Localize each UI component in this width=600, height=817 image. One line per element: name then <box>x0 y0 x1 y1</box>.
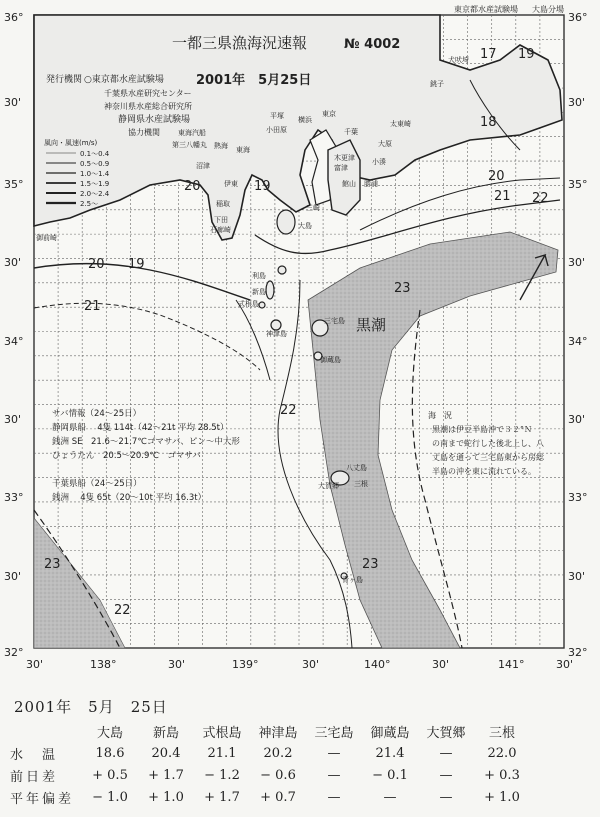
svg-text:21: 21 <box>84 299 101 314</box>
table-cell: — <box>327 767 341 783</box>
svg-text:サバ情報（24〜25日）: サバ情報（24〜25日） <box>52 409 142 419</box>
svg-text:下田: 下田 <box>214 216 228 224</box>
island-niijima <box>266 281 274 299</box>
table-header-row <box>10 720 530 742</box>
svg-text:23: 23 <box>362 557 379 572</box>
lat-label: 35° <box>568 178 588 191</box>
svg-text:22: 22 <box>532 191 549 206</box>
coop-tokai: 東海汽船 <box>178 129 206 137</box>
lat-label: 30' <box>4 96 22 109</box>
island-oshima <box>277 210 295 234</box>
svg-text:沼津: 沼津 <box>196 162 210 170</box>
svg-text:黒潮は伊豆半島沖で３２°Ｎ: 黒潮は伊豆半島沖で３２°Ｎ <box>432 425 532 434</box>
svg-text:御前崎: 御前崎 <box>36 234 57 242</box>
org-chiba: 千葉県水産研究センター <box>104 89 192 98</box>
svg-text:19: 19 <box>254 179 271 194</box>
svg-text:18: 18 <box>480 115 497 130</box>
table-cell: + 1.7 <box>204 789 240 805</box>
lon-label: 139° <box>232 658 259 671</box>
svg-text:館山: 館山 <box>342 180 356 188</box>
lat-label: 30' <box>568 256 586 269</box>
svg-text:三根: 三根 <box>354 480 368 488</box>
cooperation-label: 協力機関 <box>128 128 160 137</box>
table-row <box>10 742 530 764</box>
svg-text:小田原: 小田原 <box>266 126 287 134</box>
table-cell: − 0.6 <box>260 767 296 783</box>
svg-text:静岡県船 4隻 114t（42〜21t 平均 28.5t）: 静岡県船 4隻 114t（42〜21t 平均 28.5t） <box>52 423 229 433</box>
issue-number: № 4002 <box>344 37 401 52</box>
row-label: 平年偏差 <box>10 791 75 807</box>
svg-text:御蔵島: 御蔵島 <box>320 356 341 364</box>
island-shikine <box>259 302 265 308</box>
svg-text:20: 20 <box>488 169 505 184</box>
lat-label: 33° <box>4 491 24 504</box>
water-temperature-table <box>0 690 600 817</box>
row-label: 前日差 <box>10 769 59 785</box>
svg-text:三宅島: 三宅島 <box>324 317 345 325</box>
svg-text:千葉県船（24〜25日）: 千葉県船（24〜25日） <box>52 479 142 489</box>
table-cell: 21.1 <box>207 745 237 761</box>
lat-label: 30' <box>568 413 586 426</box>
table-cell: 18.6 <box>95 745 125 761</box>
lat-labels-left <box>4 11 24 659</box>
svg-text:23: 23 <box>44 557 61 572</box>
temp-table <box>10 720 530 808</box>
corner-org: 東京都水産試験場 <box>454 5 518 14</box>
publisher-main: ○東京都水産試験場 <box>84 75 164 85</box>
svg-text:の南まで蛇行した後北上し、八: の南まで蛇行した後北上し、八 <box>432 439 544 448</box>
lat-label: 34° <box>568 335 588 348</box>
svg-text:海 況: 海 況 <box>428 411 452 420</box>
svg-text:22: 22 <box>280 403 297 418</box>
column-header: 大賀郷 <box>426 725 466 741</box>
table-cell: — <box>439 745 453 761</box>
coop-vessel: 第三八幡丸 <box>172 141 207 149</box>
table-cell: + 1.7 <box>148 767 184 783</box>
column-header: 三根 <box>488 725 515 741</box>
table-row <box>10 764 530 786</box>
lat-labels-right <box>568 11 588 659</box>
legend-label: 2.0〜2.4 <box>80 190 110 198</box>
table-cell: 20.2 <box>263 745 293 761</box>
table-cell: + 0.7 <box>260 789 296 805</box>
table-date: 2001年 5月 25日 <box>14 698 168 716</box>
svg-text:新島: 新島 <box>252 288 266 296</box>
svg-text:石廊崎: 石廊崎 <box>210 226 231 234</box>
svg-text:19: 19 <box>518 47 535 62</box>
svg-text:ひょうたん 20.5〜20.9℃ ゴマサバ: ひょうたん 20.5〜20.9℃ ゴマサバ <box>52 451 201 461</box>
table-cell: — <box>439 789 453 805</box>
legend-label: 1.5〜1.9 <box>80 180 110 188</box>
legend-label: 2.5〜 <box>80 200 99 208</box>
svg-text:勝浦: 勝浦 <box>364 180 378 188</box>
svg-text:横浜: 横浜 <box>298 116 312 124</box>
table-cell: 21.4 <box>375 745 405 761</box>
peninsula-tip <box>328 140 360 215</box>
svg-text:風向・風速(m/s): 風向・風速(m/s) <box>44 139 98 147</box>
column-header: 御蔵島 <box>370 725 410 741</box>
svg-text:22: 22 <box>114 603 131 618</box>
lon-label: 30' <box>168 658 186 671</box>
legend-label: 1.0〜1.4 <box>80 170 110 178</box>
bulletin-title: 一都三県漁海況速報 <box>172 34 308 52</box>
table-cell: − 1.2 <box>204 767 240 783</box>
column-header: 神津島 <box>258 725 298 741</box>
svg-text:平塚: 平塚 <box>270 112 284 120</box>
column-header: 大島 <box>96 725 123 741</box>
svg-text:大原: 大原 <box>378 140 392 148</box>
table-cell: — <box>327 745 341 761</box>
svg-text:20: 20 <box>88 257 105 272</box>
table-cell: − 1.0 <box>92 789 128 805</box>
row-label: 水 温 <box>10 747 59 763</box>
svg-text:銭洲 SE 21.6〜21.7℃ゴマサバ、ピン〜中大形: 銭洲 SE 21.6〜21.7℃ゴマサバ、ピン〜中大形 <box>52 437 240 447</box>
lat-label: 34° <box>4 335 24 348</box>
svg-text:半島の沖を東に流れている。: 半島の沖を東に流れている。 <box>432 467 536 476</box>
lon-label: 30' <box>26 658 44 671</box>
column-header: 新島 <box>152 725 179 741</box>
svg-text:稲取: 稲取 <box>216 200 230 208</box>
svg-text:犬吠埼: 犬吠埼 <box>448 56 469 64</box>
issue-date: 2001年 5月25日 <box>196 73 312 88</box>
svg-text:神津島: 神津島 <box>266 330 287 338</box>
svg-text:木更津: 木更津 <box>334 154 355 162</box>
lat-label: 30' <box>4 256 22 269</box>
table-cell: + 0.3 <box>484 767 520 783</box>
svg-text:富津: 富津 <box>334 164 348 172</box>
lat-label: 30' <box>4 413 22 426</box>
table-row <box>10 786 530 808</box>
column-header: 三宅島 <box>314 725 354 741</box>
svg-text:20: 20 <box>184 179 201 194</box>
lat-label: 36° <box>568 11 588 24</box>
island-toshima <box>278 266 286 274</box>
table-cell: — <box>383 789 397 805</box>
table-cell: — <box>327 789 341 805</box>
svg-text:熱海: 熱海 <box>214 142 228 150</box>
lon-label: 30' <box>556 658 574 671</box>
lat-label: 30' <box>4 570 22 583</box>
svg-text:東京: 東京 <box>322 110 336 118</box>
lat-label: 30' <box>568 570 586 583</box>
svg-text:太東崎: 太東崎 <box>390 120 411 128</box>
svg-text:銭洲 4隻 65t（20〜10t 平均 16.3t）: 銭洲 4隻 65t（20〜10t 平均 16.3t） <box>52 493 207 503</box>
table-cell: + 1.0 <box>148 789 184 805</box>
svg-text:青ヶ島: 青ヶ島 <box>342 576 363 584</box>
table-cell: 20.4 <box>151 745 181 761</box>
svg-text:三崎: 三崎 <box>306 204 320 212</box>
lon-label: 30' <box>302 658 320 671</box>
lon-label: 140° <box>364 658 391 671</box>
svg-text:銚子: 銚子 <box>430 80 444 88</box>
lat-label: 30' <box>568 96 586 109</box>
corner-branch: 大島分場 <box>532 5 564 14</box>
table-cell: — <box>439 767 453 783</box>
svg-text:利島: 利島 <box>252 272 266 280</box>
kuroshio-label: 黒潮 <box>356 316 387 334</box>
island-kozushima <box>271 320 281 330</box>
svg-text:東海: 東海 <box>236 146 250 154</box>
column-header: 式根島 <box>202 725 242 741</box>
lat-label: 32° <box>568 646 588 659</box>
lon-label: 138° <box>90 658 117 671</box>
table-cell: 22.0 <box>487 745 517 761</box>
svg-text:八丈島: 八丈島 <box>346 464 367 472</box>
lon-label: 141° <box>498 658 525 671</box>
legend-label: 0.5〜0.9 <box>80 160 110 168</box>
svg-text:大賀郷: 大賀郷 <box>318 482 339 490</box>
legend-label: 0.1〜0.4 <box>80 150 110 158</box>
lat-label: 32° <box>4 646 24 659</box>
svg-text:大島: 大島 <box>298 222 312 230</box>
org-kanagawa: 神奈川県水産総合研究所 <box>104 102 192 111</box>
publisher-label: 発行機関 <box>46 75 83 85</box>
svg-text:丈島を通って三宅島東から房総: 丈島を通って三宅島東から房総 <box>432 453 544 462</box>
table-cell: − 0.1 <box>372 767 408 783</box>
svg-text:伊東: 伊東 <box>224 180 238 188</box>
org-shizuoka: 静岡県水産試験場 <box>118 115 191 125</box>
svg-text:小湊: 小湊 <box>372 158 386 166</box>
svg-text:千葉: 千葉 <box>344 128 358 136</box>
lon-label: 30' <box>432 658 450 671</box>
table-cell: + 1.0 <box>484 789 520 805</box>
svg-text:式根島: 式根島 <box>238 300 259 308</box>
svg-text:21: 21 <box>494 189 511 204</box>
table-cell: + 0.5 <box>92 767 128 783</box>
lat-label: 33° <box>568 491 588 504</box>
svg-text:19: 19 <box>128 257 145 272</box>
lat-label: 35° <box>4 178 24 191</box>
lat-label: 36° <box>4 11 24 24</box>
svg-text:23: 23 <box>394 281 411 296</box>
svg-text:17: 17 <box>480 47 497 62</box>
lon-labels <box>26 658 573 671</box>
